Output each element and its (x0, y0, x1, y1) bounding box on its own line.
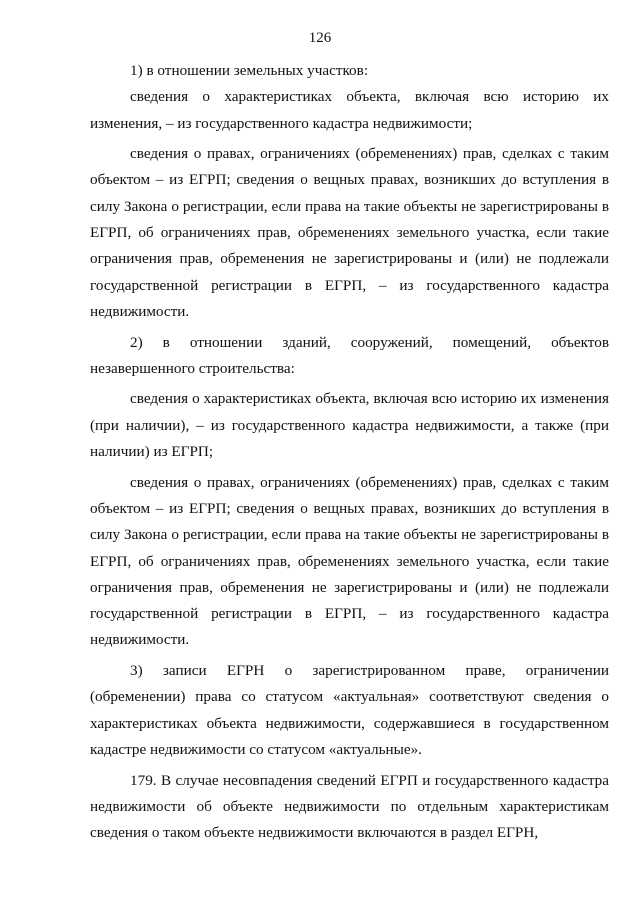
document-body (90, 58, 609, 851)
paragraph-7: 3) записи ЕГРН о зарегистрированном праве, ограничении (обременении) права со статусом «актуальная» соответствуют сведения о характеристиках объекта недвижимости, содержавшиеся в государственном кадастре недвижимости со статусом «актуальные». (90, 662, 609, 758)
paragraph-2: сведения о характеристиках объекта, включая всю историю их изменения, – из государственного кадастра недвижимости; (90, 88, 609, 132)
page-number: 126 (308, 30, 332, 46)
paragraph-4: 2) в отношении зданий, сооружений, помещений, объектов незавершенного строительства: (90, 333, 609, 377)
paragraph-3: сведения о правах, ограничениях (обременениях) прав, сделках с таким объектом – из ЕГРП; сведения о вещных правах, возникших до вступления в силу Закона о регистрации, если права на такие объекты не зарегистрированы в ЕГРП, об ограничениях прав, обременениях земельного участка, если такие ограничения прав, обременения не зарегистрированы и (или) не подлежали государственной регистрации в ЕГРП, – из государственного кадастра недвижимости. (90, 145, 609, 320)
paragraph-5: сведения о характеристиках объекта, включая всю историю их изменения (при наличии), – из государственного кадастра недвижимости, а также (при наличии) из ЕГРП; (90, 390, 609, 461)
paragraph-8: 179. В случае несовпадения сведений ЕГРП и государственного кадастра недвижимости об объекте недвижимости по отдельным характеристикам сведения о таком объекте недвижимости включаются в раздел ЕГРН, (90, 771, 609, 842)
paragraph-6: сведения о правах, ограничениях (обременениях) прав, сделках с таким объектом – из ЕГРП; сведения о вещных правах, возникших до вступления в силу Закона о регистрации, если права на такие объекты не зарегистрированы в ЕГРП, об ограничениях прав, обременениях земельного участка, если такие ограничения прав, обременения не зарегистрированы и (или) не подлежали государственной регистрации в ЕГРП, – из государственного кадастра недвижимости. (90, 473, 609, 649)
paragraph-1: 1) в отношении земельных участков: (130, 62, 369, 79)
